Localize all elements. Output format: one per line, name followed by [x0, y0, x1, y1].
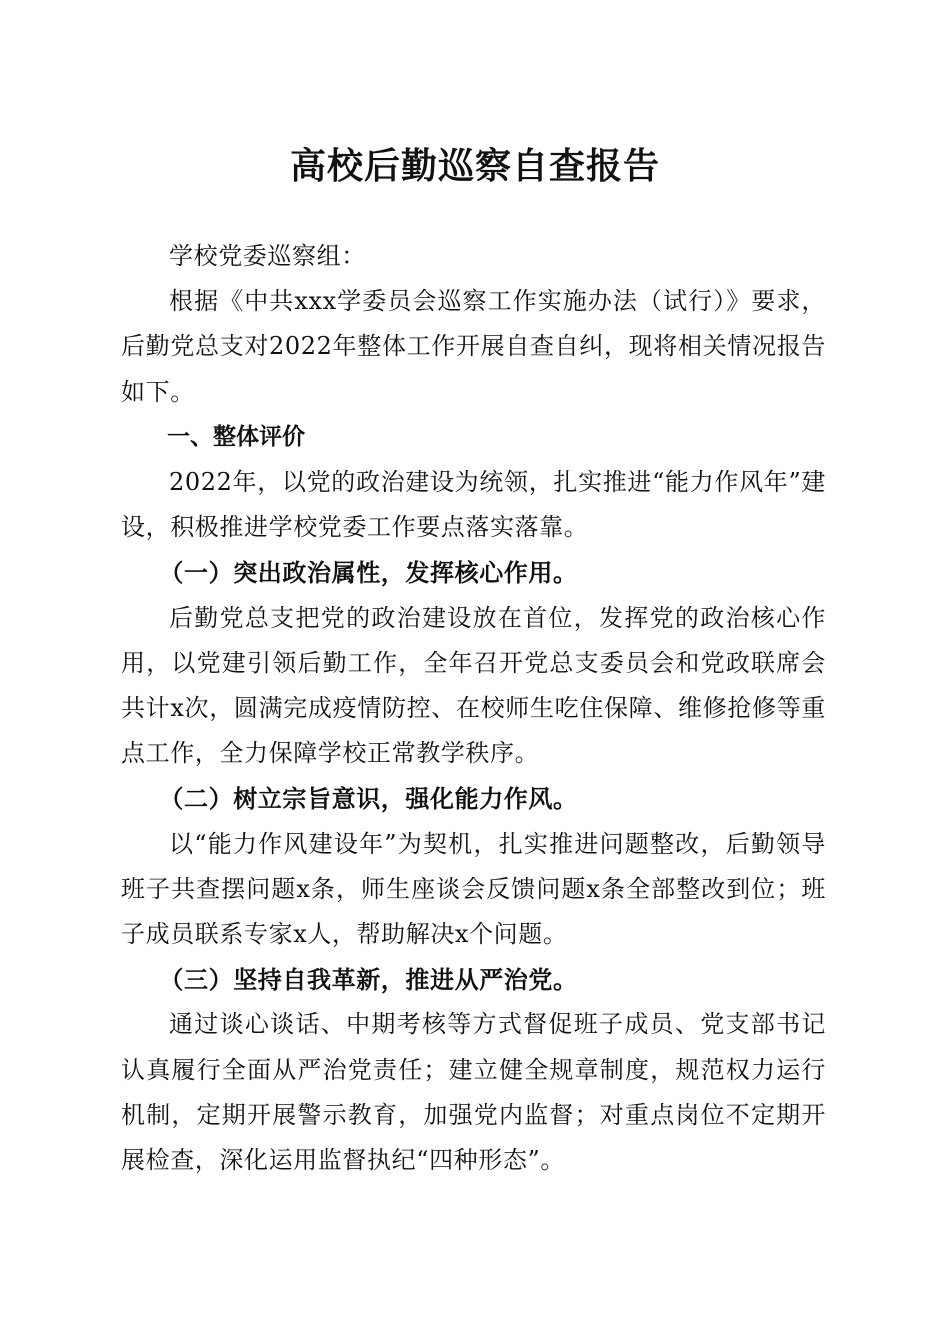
- document-body: [121, 234, 826, 1183]
- subsection-heading-2: （二）树立宗旨意识，强化能力作风。: [159, 784, 578, 814]
- section-summary-paragraph: 2022年，以党的政治建设为统领，扎实推进“能力作风年”建设，积极推进学校党委工作要点落实落靠。: [121, 468, 826, 542]
- subsection-paragraph-3: 通过谈心谈话、中期考核等方式督促班子成员、党支部书记认真履行全面从严治党责任；建立健全规章制度，规范权力运行机制，定期开展警示教育，加强党内监督；对重点岗位不定期开展检查，深化运用监督执纪“四种形态”。: [121, 1010, 826, 1175]
- salutation: 学校党委巡察组：: [169, 242, 366, 270]
- intro-paragraph: 根据《中共xxx学委员会巡察工作实施办法（试行）》要求，后勤党总支对2022年整体工作开展自查自纠，现将相关情况报告如下。: [121, 287, 826, 406]
- section-heading-overall-evaluation: 一、整体评价: [167, 423, 305, 450]
- subsection-heading-3: （三）坚持自我革新，推进从严治党。: [159, 965, 578, 995]
- subsection-paragraph-1: 后勤党总支把党的政治建设放在首位，发挥党的政治核心作用，以党建引领后勤工作，全年召开党总支委员会和党政联席会共计x次，圆满完成疫情防控、在校师生吃住保障、维修抢修等重点工作，全力保障学校正常教学秩序。: [121, 603, 826, 768]
- subsection-heading-1: （一）突出政治属性，发挥核心作用。: [159, 558, 578, 588]
- document-title: 高校后勤巡察自查报告: [289, 145, 660, 187]
- subsection-paragraph-2: 以“能力作风建设年”为契机，扎实推进问题整改，后勤领导班子共查摆问题x条，师生座谈会反馈问题x条全部整改到位；班子成员联系专家x人，帮助解决x个问题。: [121, 829, 826, 949]
